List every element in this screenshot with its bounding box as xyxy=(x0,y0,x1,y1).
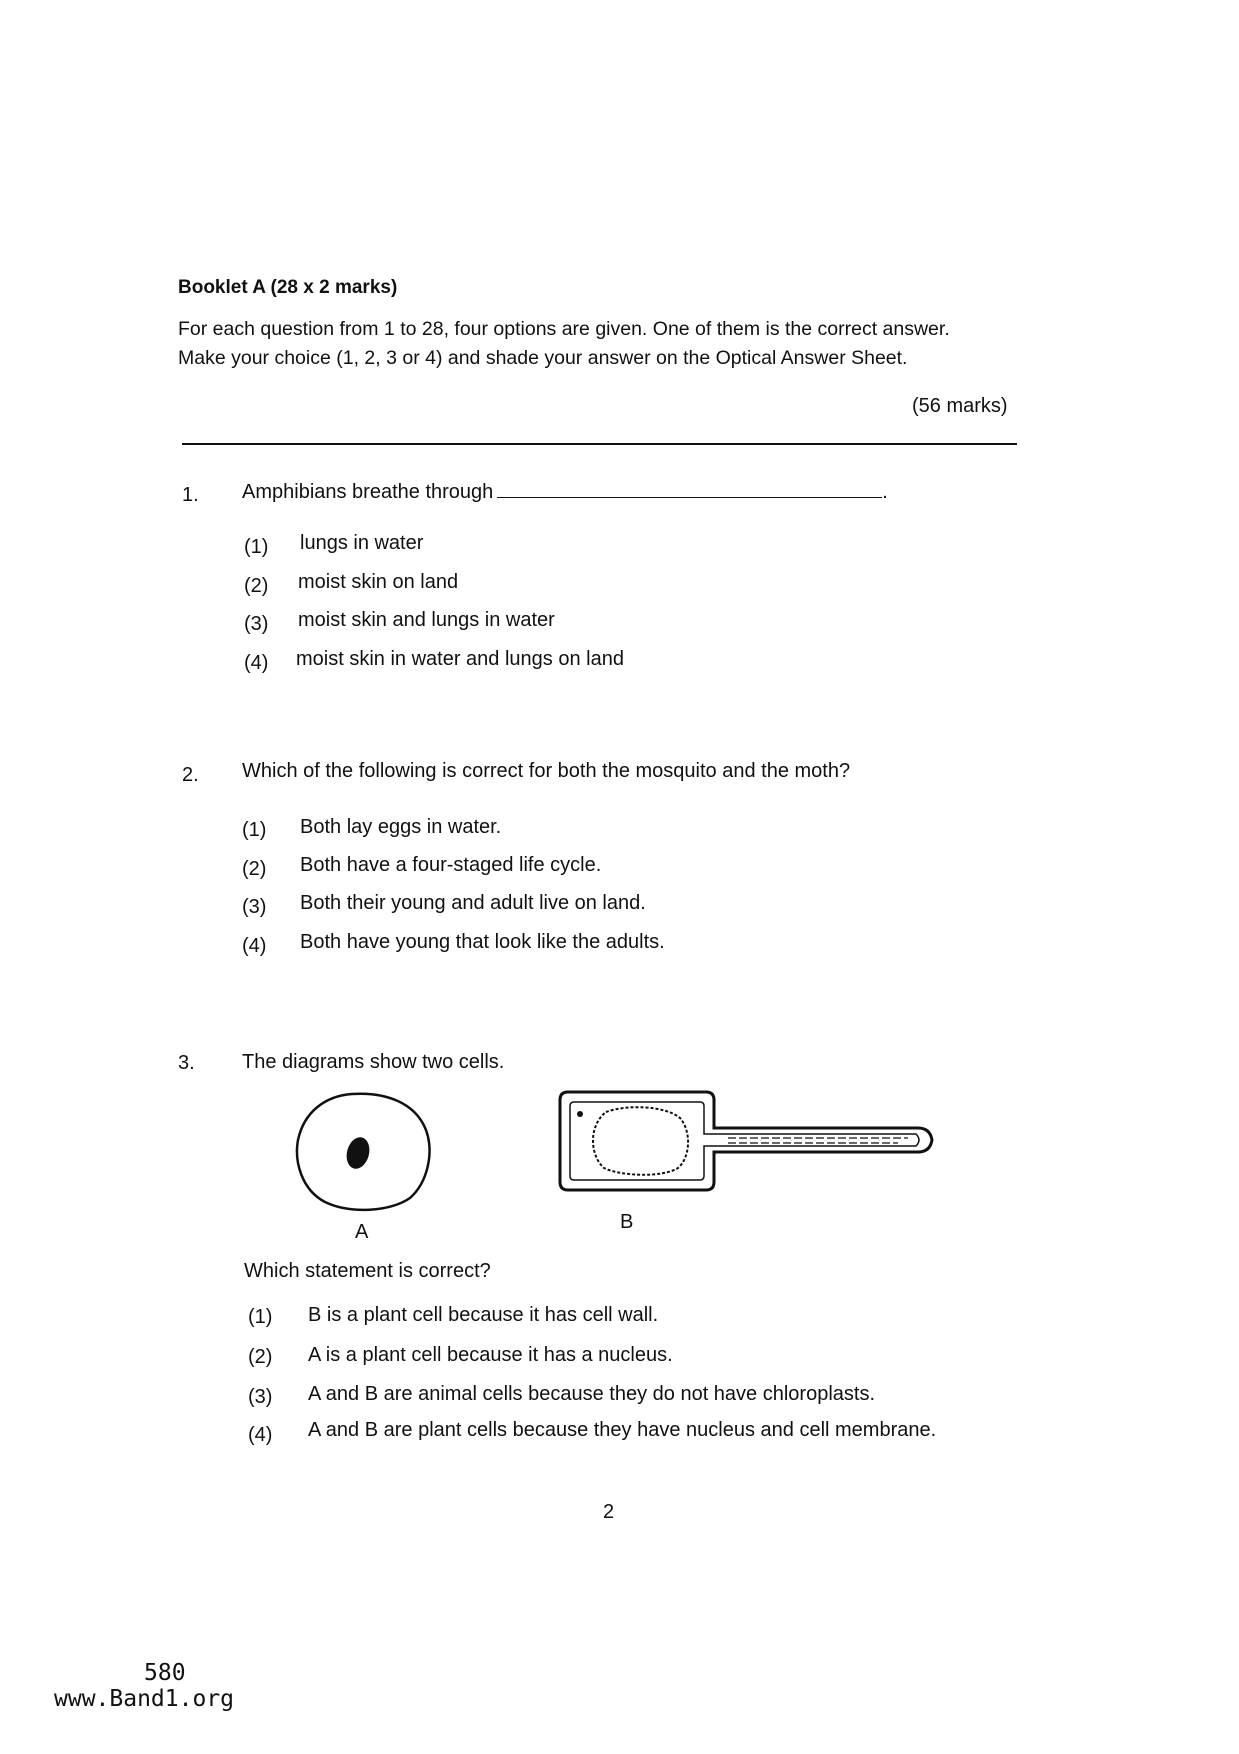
q3-option-2: A is a plant cell because it has a nucleus. xyxy=(308,1344,673,1366)
q1-option-2-number: (2) xyxy=(244,575,269,597)
q3-option-4-number: (4) xyxy=(248,1424,273,1446)
q2-option-4-number: (4) xyxy=(242,935,267,957)
question-1-number: 1. xyxy=(182,484,199,506)
section-title: Booklet A (28 x 2 marks) xyxy=(178,277,398,298)
q1-option-3-number: (3) xyxy=(244,613,269,635)
q1-option-1: lungs in water xyxy=(300,532,424,554)
diagram-label-b: B xyxy=(620,1211,634,1233)
q2-option-2-number: (2) xyxy=(242,858,267,880)
q2-option-3-number: (3) xyxy=(242,896,267,918)
question-2-text: Which of the following is correct for both the mosquito and the moth? xyxy=(242,760,851,782)
q3-option-4: A and B are plant cells because they have nucleus and cell membrane. xyxy=(308,1419,937,1441)
q1-option-2: moist skin on land xyxy=(298,571,459,593)
question-3-number: 3. xyxy=(178,1052,195,1074)
q2-option-2: Both have a four-staged life cycle. xyxy=(300,854,602,876)
q3-option-3: A and B are animal cells because they do not have chloroplasts. xyxy=(308,1383,876,1405)
question-1-text xyxy=(242,482,888,502)
answer-blank xyxy=(497,497,882,498)
question-1-ending: . xyxy=(882,481,888,503)
q1-option-4-number: (4) xyxy=(244,652,269,674)
animal-cell-diagram xyxy=(290,1090,440,1215)
q1-option-4: moist skin in water and lungs on land xyxy=(296,648,624,670)
q1-option-3: moist skin and lungs in water xyxy=(298,609,555,631)
page-number: 2 xyxy=(603,1501,615,1523)
q3-option-1: B is a plant cell because it has cell wall. xyxy=(308,1304,659,1326)
instruction-line-1: For each question from 1 to 28, four options are given. One of them is the correct answer. xyxy=(178,318,950,340)
q3-option-1-number: (1) xyxy=(248,1306,273,1328)
q2-option-3: Both their young and adult live on land. xyxy=(300,892,646,914)
question-2-number: 2. xyxy=(182,764,199,786)
q3-option-3-number: (3) xyxy=(248,1386,273,1408)
q3-option-2-number: (2) xyxy=(248,1346,273,1368)
diagram-label-a: A xyxy=(355,1221,369,1243)
q1-option-1-number: (1) xyxy=(244,536,269,558)
question-3-prompt: Which statement is correct? xyxy=(244,1260,491,1282)
q2-option-1: Both lay eggs in water. xyxy=(300,816,502,838)
total-marks: (56 marks) xyxy=(912,395,1008,417)
question-1-stem: Amphibians breathe through xyxy=(242,481,494,503)
footer-code: 580 xyxy=(144,1660,186,1686)
q2-option-1-number: (1) xyxy=(242,819,267,841)
instruction-line-2: Make your choice (1, 2, 3 or 4) and shade your answer on the Optical Answer Sheet. xyxy=(178,347,908,369)
plant-cell-diagram xyxy=(558,1088,938,1198)
footer-website: www.Band1.org xyxy=(54,1686,235,1712)
question-3-text: The diagrams show two cells. xyxy=(242,1051,505,1073)
nucleus-icon xyxy=(343,1135,373,1172)
q2-option-4: Both have young that look like the adults. xyxy=(300,931,665,953)
divider-rule xyxy=(182,443,1017,445)
